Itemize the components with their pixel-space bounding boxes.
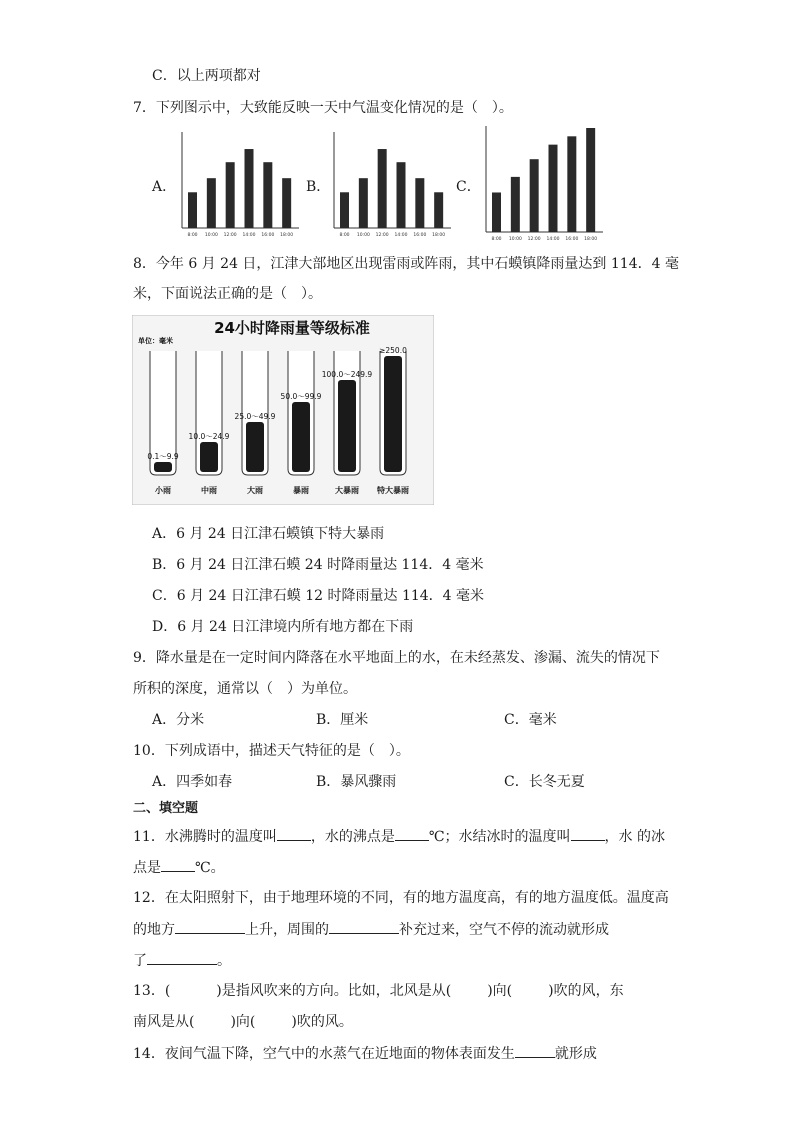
tick-label: 12:00: [527, 237, 541, 242]
bar-14:00: [397, 162, 406, 228]
tick-label: 8:00: [339, 233, 350, 238]
q9-option-b: B．厘米: [316, 712, 369, 728]
chart-title: 24小时降雨量等级标准: [214, 319, 370, 337]
bar-10:00: [511, 177, 520, 232]
q10-option-b: B．暴风骤雨: [316, 774, 397, 790]
category-label: 大暴雨: [335, 486, 359, 495]
bar-16:00: [415, 178, 424, 228]
q11-text-1: 11．水沸腾时的温度叫: [133, 829, 277, 845]
q13-line1: [133, 981, 624, 1001]
range-label: 50.0～99.9: [280, 392, 322, 401]
q12-line2: [133, 919, 609, 940]
q7-stem: 7．下列图示中，大致能反映一天中气温变化情况的是（ ）。: [133, 100, 513, 116]
q10-option-a: A．四季如春: [152, 774, 233, 790]
category-label: 暴雨: [293, 486, 309, 495]
bar-18:00: [586, 128, 595, 232]
q11-text-5: 点是: [133, 860, 161, 876]
q7-chart-a: [178, 128, 303, 240]
tick-label: 18:00: [432, 233, 446, 238]
bar-18:00: [434, 192, 443, 228]
q12-blank-1[interactable]: [175, 919, 245, 934]
q12-blank-3[interactable]: [147, 950, 217, 965]
bar-14:00: [245, 149, 254, 228]
q9-option-a: A．分米: [152, 712, 205, 728]
q12-text-4: 了: [133, 953, 147, 969]
q7-chart-c: [482, 122, 607, 244]
q12-text-1: 的地方: [133, 922, 175, 938]
q8-option-d: D．6 月 24 日江津境内所有地方都在下雨: [152, 619, 414, 635]
range-label: 100.0～249.9: [321, 370, 373, 379]
q9-stem-line2: 所积的深度，通常以（ ）为单位。: [133, 681, 357, 697]
bar-10:00: [359, 178, 368, 228]
rain-standard-chart: [132, 315, 434, 505]
category-label: 特大暴雨: [377, 486, 409, 495]
category-label: 小雨: [155, 486, 171, 495]
range-label: ≥250.0: [379, 346, 407, 355]
q11-blank-3[interactable]: [571, 826, 605, 841]
q13-text-6: )向(: [230, 1014, 256, 1030]
level-小雨: [154, 462, 172, 472]
tick-label: 12:00: [223, 233, 237, 238]
tick-label: 14:00: [242, 233, 256, 238]
tick-label: 18:00: [584, 237, 598, 242]
q14-line1: [133, 1043, 597, 1064]
q11-line1: [133, 826, 665, 847]
q11-blank-2[interactable]: [395, 826, 429, 841]
tick-label: 16:00: [261, 233, 275, 238]
q6-option-c: C．以上两项都对: [152, 68, 261, 84]
q11-blank-1[interactable]: [277, 826, 311, 841]
tick-label: 18:00: [280, 233, 294, 238]
bar-14:00: [549, 145, 558, 232]
bar-8:00: [188, 192, 197, 228]
q14-blank-1[interactable]: [515, 1043, 555, 1058]
tick-label: 10:00: [508, 237, 522, 242]
bar-12:00: [378, 149, 387, 228]
q7-label-a: A．: [152, 179, 177, 195]
q9-stem-line1: 9．降水量是在一定时间内降落在水平地面上的水，在未经蒸发、渗漏、流失的情况下: [133, 650, 660, 666]
q10-option-c: C．长冬无夏: [504, 774, 585, 790]
bar-12:00: [226, 162, 235, 228]
q11-text-3: ℃；水结冰时的温度叫: [428, 829, 571, 845]
q13-line2: [133, 1012, 353, 1032]
q8-stem-line2: 米，下面说法正确的是（ ）。: [133, 286, 322, 302]
q11-text-2: ，水的沸点是: [310, 829, 395, 845]
q12-blank-2[interactable]: [329, 919, 399, 934]
tick-label: 14:00: [546, 237, 560, 242]
q8-option-a: A．6 月 24 日江津石蟆镇下特大暴雨: [152, 526, 385, 542]
q13-text-7: )吹的风。: [291, 1014, 353, 1030]
tick-label: 8:00: [491, 237, 502, 242]
tick-label: 16:00: [565, 237, 579, 242]
range-label: 10.0～24.9: [188, 432, 230, 441]
q13-text-3: )向(: [487, 983, 513, 999]
q11-text-4: ，水 的冰: [604, 829, 665, 845]
level-特大暴雨: [384, 356, 402, 472]
q11-line2: [133, 857, 225, 878]
bar-12:00: [530, 159, 539, 232]
q14-text-1: 14．夜间气温下降，空气中的水蒸气在近地面的物体表面发生: [133, 1046, 515, 1062]
level-中雨: [200, 442, 218, 472]
q12-line3: [133, 950, 231, 971]
level-大雨: [246, 422, 264, 472]
q12-text-5: 。: [217, 953, 231, 969]
tick-label: 16:00: [413, 233, 427, 238]
q9-option-c: C．毫米: [504, 712, 557, 728]
q13-text-1: 13．(: [133, 983, 171, 999]
q8-option-c: C．6 月 24 日江津石蟆 12 时降雨量达 114．4 毫米: [152, 588, 485, 604]
bar-16:00: [567, 136, 576, 232]
q14-text-2: 就形成: [554, 1046, 597, 1062]
q12-line1: 12．在太阳照射下，由于地理环境的不同，有的地方温度高，有的地方温度低。温度高: [133, 890, 669, 906]
q11-blank-4[interactable]: [161, 857, 195, 872]
q10-stem: 10．下列成语中，描述天气特征的是（ ）。: [133, 743, 410, 759]
q13-text-5: 南风是从(: [133, 1014, 195, 1030]
bar-10:00: [207, 178, 216, 228]
q13-text-4: )吹的风，东: [548, 983, 624, 999]
range-label: 0.1～9.9: [147, 452, 179, 461]
tick-label: 14:00: [394, 233, 408, 238]
tick-label: 10:00: [204, 233, 218, 238]
q8-option-b: B．6 月 24 日江津石蟆 24 时降雨量达 114．4 毫米: [152, 557, 484, 573]
q12-text-2: 上升，周围的: [245, 922, 329, 938]
q7-chart-b: [330, 128, 455, 240]
q13-text-2: )是指风吹来的方向。比如，北风是从(: [216, 983, 452, 999]
q12-text-3: 补充过来，空气不停的流动就形成: [399, 922, 609, 938]
level-大暴雨: [338, 380, 356, 472]
q8-stem-line1: 8．今年 6 月 24 日，江津大部地区出现雷雨或阵雨，其中石蟆镇降雨量达到 114．4 毫: [133, 256, 679, 272]
category-label: 大雨: [247, 486, 263, 495]
tick-label: 10:00: [356, 233, 370, 238]
section-fill-in-title: 二、填空题: [133, 801, 199, 816]
bar-8:00: [492, 192, 501, 232]
tick-label: 12:00: [375, 233, 389, 238]
level-暴雨: [292, 402, 310, 472]
bar-16:00: [263, 162, 272, 228]
range-label: 25.0～49.9: [234, 412, 276, 421]
q11-text-6: ℃。: [195, 860, 225, 876]
bar-8:00: [340, 192, 349, 228]
tick-label: 8:00: [187, 233, 198, 238]
chart-unit: 单位：毫米: [138, 337, 173, 345]
bar-18:00: [282, 178, 291, 228]
q7-label-c: C．: [456, 179, 481, 195]
q7-label-b: B．: [306, 179, 331, 195]
category-label: 中雨: [201, 486, 217, 495]
